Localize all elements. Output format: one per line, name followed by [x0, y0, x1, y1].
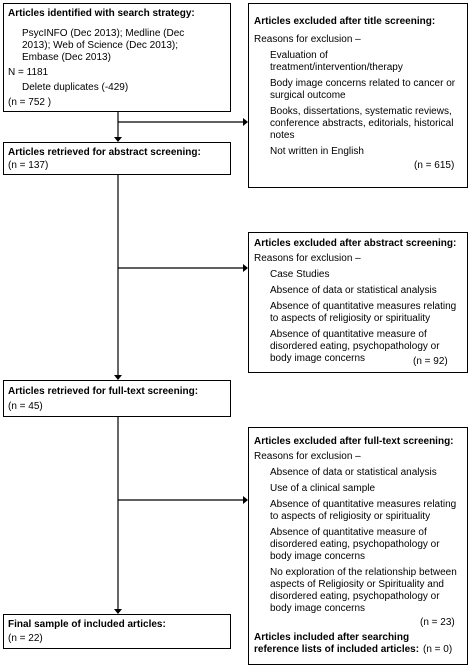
final-title: Final sample of included articles:	[8, 619, 166, 630]
fulltext-count: (n = 45)	[8, 401, 43, 412]
excluded-fulltext-reason: aspects of Religiosity or Spirituality and	[270, 579, 444, 590]
excluded-title-reason: Body image concerns related to cancer or	[270, 78, 456, 89]
excluded-fulltext-reason: disordered eating, psychopathology or	[270, 539, 440, 550]
excluded-fulltext-reason: Absence of quantitative measures relating	[270, 499, 457, 510]
excluded-abstract-count: (n = 92)	[413, 356, 448, 367]
excluded-abstract-reason: to aspects of religiosity or spirituality	[270, 313, 431, 324]
excluded-abstract-reason: body image concerns	[270, 353, 366, 364]
excluded-abstract-reason: Case Studies	[270, 269, 330, 280]
excluded-abstract-reason: Absence of quantitative measure of	[270, 329, 427, 340]
abstract-count: (n = 137)	[8, 160, 49, 171]
excluded-title-reason: treatment/intervention/therapy	[270, 62, 403, 73]
excluded-title-reason: notes	[270, 130, 295, 141]
identified-title: Articles identified with search strategy:	[8, 8, 195, 19]
final-count: (n = 22)	[8, 633, 43, 644]
excluded-title-reason: conference abstracts, editorials, historical	[270, 118, 454, 129]
identified-duplicates: Delete duplicates (-429)	[22, 82, 129, 93]
included-reference-heading: Articles included after searching	[254, 632, 410, 643]
excluded-fulltext-reason: Absence of quantitative measure of	[270, 527, 427, 538]
excluded-abstract-reasons-header: Reasons for exclusion –	[254, 253, 361, 264]
excluded-fulltext-reason: body image concerns	[270, 551, 366, 562]
identified-db-line: 2013); Web of Science (Dec 2013);	[22, 40, 179, 51]
excluded-title-heading: Articles excluded after title screening:	[254, 16, 436, 27]
excluded-fulltext-reason: No exploration of the relationship between	[270, 567, 457, 578]
excluded-abstract-reason: Absence of data or statistical analysis	[270, 285, 437, 296]
identified-count: (n = 752 )	[8, 97, 52, 108]
abstract-title: Articles retrieved for abstract screening:	[8, 147, 201, 158]
excluded-abstract-reason: disordered eating, psychopathology or	[270, 341, 440, 352]
excluded-abstract-heading: Articles excluded after abstract screening:	[254, 238, 457, 249]
excluded-title-reason: Evaluation of	[270, 50, 328, 61]
excluded-title-reasons-header: Reasons for exclusion –	[254, 34, 361, 45]
excluded-fulltext-reason: disordered eating, psychopathology or	[270, 591, 440, 602]
identified-db-line: PsycINFO (Dec 2013); Medline (Dec	[22, 28, 185, 39]
excluded-fulltext-reason: body image concerns	[270, 603, 366, 614]
excluded-title-reason: Not written in English	[270, 146, 364, 157]
excluded-fulltext-reason: Use of a clinical sample	[270, 483, 376, 494]
excluded-title-reason: Books, dissertations, systematic reviews,	[270, 106, 452, 117]
excluded-title-reason: surgical outcome	[270, 90, 346, 101]
excluded-title-count: (n = 615)	[414, 160, 455, 171]
excluded-abstract-reason: Absence of quantitative measures relating	[270, 301, 457, 312]
identified-db-line: Embase (Dec 2013)	[22, 52, 111, 63]
excluded-fulltext-count: (n = 23)	[420, 617, 455, 628]
excluded-fulltext-reason: Absence of data or statistical analysis	[270, 467, 437, 478]
excluded-fulltext-heading: Articles excluded after full-text screening:	[254, 436, 454, 447]
fulltext-title: Articles retrieved for full-text screening:	[8, 386, 199, 397]
identified-total: N = 1181	[8, 67, 49, 78]
excluded-fulltext-reasons-header: Reasons for exclusion –	[254, 451, 361, 462]
included-reference-count: (n = 0)	[423, 644, 453, 655]
included-reference-heading: reference lists of included articles:	[254, 644, 420, 655]
excluded-fulltext-reason: to aspects of religiosity or spirituality	[270, 511, 431, 522]
